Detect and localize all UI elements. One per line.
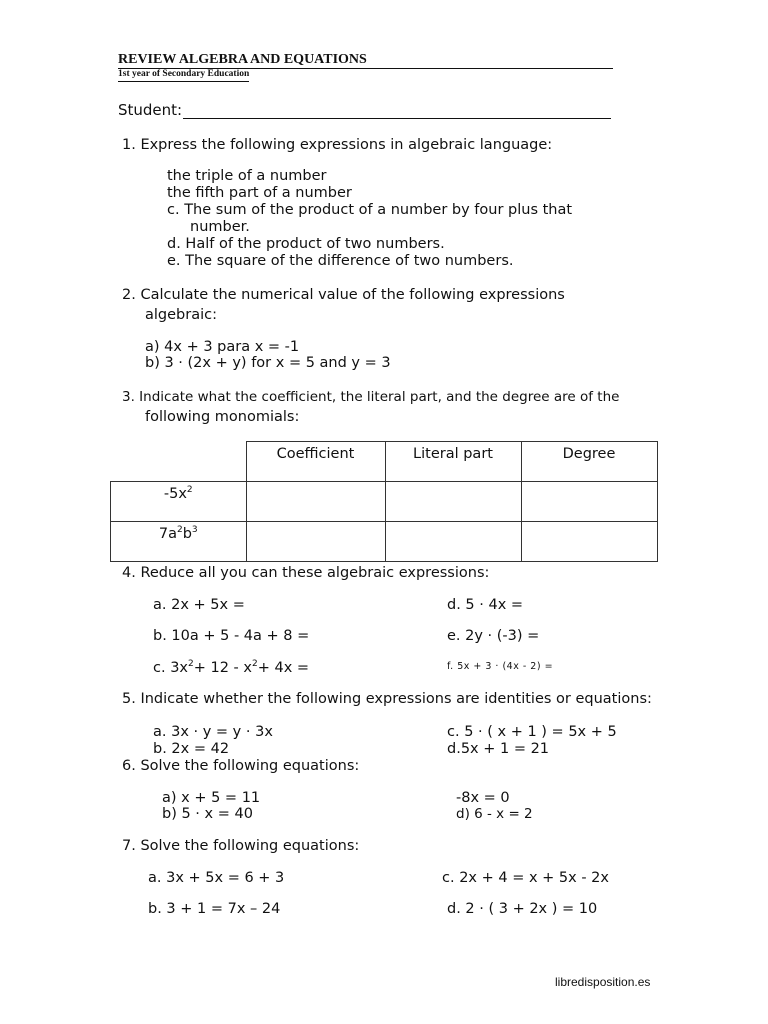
q1-title: 1. Express the following expressions in algebraic language:: [122, 137, 553, 153]
q6-item-d: d) 6 - x = 2: [456, 806, 533, 822]
q4-c-part: + 12 - x: [193, 660, 252, 676]
q3-title: 3. Indicate what the coefficient, the literal part, and the degree are of the: [122, 389, 620, 405]
monomial-label: [111, 522, 247, 562]
answer-cell[interactable]: [521, 482, 657, 522]
monomials-table: [110, 441, 658, 562]
q4-item-a: a. 2x + 5x =: [153, 597, 245, 613]
monomial-exponent: 2: [176, 525, 183, 536]
q7-item-b: b. 3 + 1 = 7x – 24: [148, 901, 281, 917]
column-header-coefficient: Coefficient: [246, 442, 385, 482]
table-corner: [111, 442, 247, 482]
student-label: Student:: [118, 101, 183, 119]
q5-item-d: d.5x + 1 = 21: [447, 741, 550, 757]
monomial-base: b: [182, 526, 192, 542]
q7-item-c: c. 2x + 4 = x + 5x - 2x: [442, 870, 609, 886]
q4-c-part: + 4x =: [257, 660, 310, 676]
worksheet-subtitle: 1st year of Secondary Education: [118, 68, 249, 82]
q3-title-cont: following monomials:: [145, 409, 300, 425]
q4-item-c: [153, 660, 309, 676]
q1-item: the triple of a number: [167, 168, 327, 184]
q6-item-c: -8x = 0: [456, 790, 510, 806]
q5-item-c: c. 5 · ( x + 1 ) = 5x + 5: [447, 724, 617, 740]
column-header-literal-part: Literal part: [385, 442, 521, 482]
q4-item-e: e. 2y · (-3) =: [447, 628, 540, 644]
answer-cell[interactable]: [385, 482, 521, 522]
monomial-exponent: 2: [186, 485, 193, 496]
q2-item: a) 4x + 3 para x = -1: [145, 339, 300, 355]
q2-title-cont: algebraic:: [145, 307, 217, 323]
q1-item: number.: [190, 219, 250, 235]
monomial-exponent: 3: [191, 525, 198, 536]
monomial-base: -5x: [163, 486, 187, 502]
worksheet-title: REVIEW ALGEBRA AND EQUATIONS: [118, 51, 613, 69]
q5-item-a: a. 3x · y = y · 3x: [153, 724, 273, 740]
footer-source: libredisposition.es: [555, 975, 651, 989]
q1-item: e. The square of the difference of two numbers.: [167, 253, 514, 269]
q1-item: the fifth part of a number: [167, 185, 352, 201]
q4-item-f: f. 5x + 3 · (4x - 2) =: [447, 661, 554, 672]
q4-title: 4. Reduce all you can these algebraic expressions:: [122, 565, 490, 581]
monomial-base: 7a: [158, 526, 177, 542]
q4-c-exponent: 2: [188, 659, 194, 670]
table-row: [111, 522, 658, 562]
q1-item: d. Half of the product of two numbers.: [167, 236, 445, 252]
student-name-line: [183, 118, 611, 119]
q4-item-d: d. 5 · 4x =: [447, 597, 524, 613]
table-row: [111, 482, 658, 522]
q6-item-b: b) 5 · x = 40: [162, 806, 253, 822]
answer-cell[interactable]: [521, 522, 657, 562]
monomial-label: [111, 482, 247, 522]
q2-title: 2. Calculate the numerical value of the following expressions: [122, 287, 565, 303]
answer-cell[interactable]: [385, 522, 521, 562]
q7-title: 7. Solve the following equations:: [122, 838, 360, 854]
q1-item: c. The sum of the product of a number by four plus that: [167, 202, 573, 218]
column-header-degree: Degree: [521, 442, 657, 482]
q5-item-b: b. 2x = 42: [153, 741, 230, 757]
q2-item: b) 3 · (2x + y) for x = 5 and y = 3: [145, 355, 391, 371]
q7-item-a: a. 3x + 5x = 6 + 3: [148, 870, 285, 886]
answer-cell[interactable]: [246, 522, 385, 562]
q4-item-b: b. 10a + 5 - 4a + 8 =: [153, 628, 310, 644]
q4-c-part: c. 3x: [153, 660, 188, 676]
q4-c-exponent: 2: [251, 659, 258, 670]
q7-item-d: d. 2 · ( 3 + 2x ) = 10: [447, 901, 598, 917]
q6-title: 6. Solve the following equations:: [122, 758, 360, 774]
q6-item-a: a) x + 5 = 11: [162, 790, 261, 806]
answer-cell[interactable]: [246, 482, 385, 522]
q5-title: 5. Indicate whether the following expressions are identities or equations:: [122, 691, 652, 707]
